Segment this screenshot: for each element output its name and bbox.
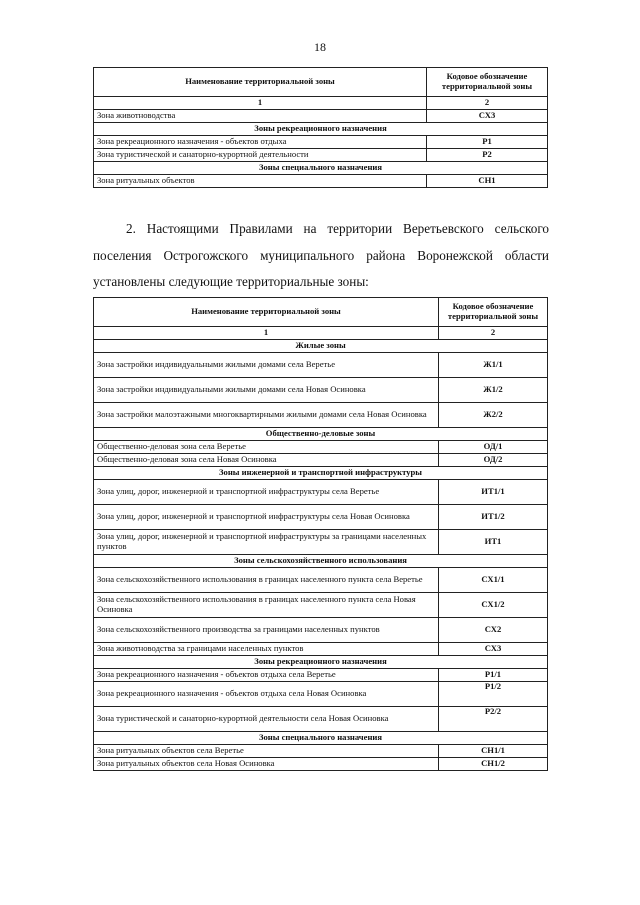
column-number-row	[94, 97, 548, 110]
table-row	[94, 643, 548, 656]
zone-code: Ж1/2	[439, 378, 548, 403]
zone-code: Р1	[427, 136, 548, 149]
table-row	[94, 136, 548, 149]
zone-code: ИТ1/2	[439, 505, 548, 530]
section-row	[94, 555, 548, 568]
zone-name: Зона животноводства	[94, 110, 427, 123]
table-row	[94, 669, 548, 682]
zone-name: Зона ритуальных объектов села Веретье	[94, 745, 439, 758]
section-row	[94, 340, 548, 353]
zone-name: Зона туристической и санаторно-курортной деятельности	[94, 149, 427, 162]
table-row	[94, 110, 548, 123]
section-title: Зоны сельскохозяйственного использования	[94, 555, 548, 568]
section-row	[94, 162, 548, 175]
column-number: 2	[427, 97, 548, 110]
table-header-row	[94, 68, 548, 97]
table-row	[94, 745, 548, 758]
zone-name: Зона улиц, дорог, инженерной и транспортной инфраструктуры села Веретье	[94, 480, 439, 505]
zone-code: СХ3	[427, 110, 548, 123]
section-row	[94, 123, 548, 136]
zone-code: ОД/1	[439, 441, 548, 454]
section-title: Зоны рекреационного назначения	[94, 123, 548, 136]
table-row	[94, 378, 548, 403]
zone-name: Общественно-деловая зона села Веретье	[94, 441, 439, 454]
zone-code: ИТ1/1	[439, 480, 548, 505]
table-row	[94, 618, 548, 643]
zone-name: Зона рекреационного назначения - объектов отдыха села Новая Осиновка	[94, 682, 439, 707]
zones-table-full	[93, 297, 548, 771]
table-row	[94, 707, 548, 732]
table-row	[94, 593, 548, 618]
zone-name: Общественно-деловая зона села Новая Осиновка	[94, 454, 439, 467]
zone-code: СН1/2	[439, 758, 548, 771]
table-row	[94, 505, 548, 530]
zone-code: ИТ1	[439, 530, 548, 555]
table-row	[94, 454, 548, 467]
table-row	[94, 568, 548, 593]
zone-code: Ж2/2	[439, 403, 548, 428]
zone-name: Зона застройки индивидуальными жилыми домами села Новая Осиновка	[94, 378, 439, 403]
zone-name: Зона рекреационного назначения - объектов отдыха	[94, 136, 427, 149]
table-row	[94, 149, 548, 162]
header-zone-name: Наименование территориальной зоны	[94, 68, 427, 97]
table-header-row	[94, 298, 548, 327]
section-title: Зоны рекреационного назначения	[94, 656, 548, 669]
zone-name: Зона улиц, дорог, инженерной и транспортной инфраструктуры села Новая Осиновка	[94, 505, 439, 530]
zone-code: Р2	[427, 149, 548, 162]
table-row	[94, 530, 548, 555]
section-row	[94, 428, 548, 441]
zones-intro-paragraph	[93, 216, 549, 296]
section-title: Общественно-деловые зоны	[94, 428, 548, 441]
table-row	[94, 682, 548, 707]
section-row	[94, 467, 548, 480]
zone-name: Зона сельскохозяйственного использования в границах населенного пункта села Новая Осиновка	[94, 593, 439, 618]
section-row	[94, 732, 548, 745]
zone-name: Зона ритуальных объектов села Новая Осиновка	[94, 758, 439, 771]
table-row	[94, 175, 548, 188]
header-zone-code: Кодовое обозначение территориальной зоны	[427, 68, 548, 97]
section-title: Зоны специального назначения	[94, 162, 548, 175]
zone-code: ОД/2	[439, 454, 548, 467]
table-row	[94, 441, 548, 454]
section-row	[94, 656, 548, 669]
zone-code: СН1/1	[439, 745, 548, 758]
zone-name: Зона животноводства за границами населенных пунктов	[94, 643, 439, 656]
table-row	[94, 758, 548, 771]
header-zone-code: Кодовое обозначение территориальной зоны	[439, 298, 548, 327]
zone-name: Зона сельскохозяйственного использования в границах населенного пункта села Веретье	[94, 568, 439, 593]
zone-name: Зона улиц, дорог, инженерной и транспортной инфраструктуры за границами населенных пунктов	[94, 530, 439, 555]
zone-code: СН1	[427, 175, 548, 188]
zone-code: Ж1/1	[439, 353, 548, 378]
zone-name: Зона рекреационного назначения - объектов отдыха села Веретье	[94, 669, 439, 682]
zone-code: СХ1/2	[439, 593, 548, 618]
zone-code: СХ3	[439, 643, 548, 656]
table-row	[94, 480, 548, 505]
section-title: Зоны специального назначения	[94, 732, 548, 745]
header-zone-name: Наименование территориальной зоны	[94, 298, 439, 327]
column-number: 2	[439, 327, 548, 340]
zone-code: Р1/2	[439, 682, 548, 707]
column-number: 1	[94, 97, 427, 110]
zone-code: Р2/2	[439, 707, 548, 732]
column-number-row	[94, 327, 548, 340]
zones-table-short	[93, 67, 548, 188]
page-number: 18	[314, 40, 326, 54]
table-row	[94, 353, 548, 378]
column-number: 1	[94, 327, 439, 340]
zone-name: Зона сельскохозяйственного производства за границами населенных пунктов	[94, 618, 439, 643]
section-title: Зоны инженерной и транспортной инфраструктуры	[94, 467, 548, 480]
zone-name: Зона застройки малоэтажными многоквартирными жилыми домами села Новая Осиновка	[94, 403, 439, 428]
section-title: Жилые зоны	[94, 340, 548, 353]
zone-code: СХ1/1	[439, 568, 548, 593]
zone-name: Зона ритуальных объектов	[94, 175, 427, 188]
zone-code: Р1/1	[439, 669, 548, 682]
zone-name: Зона туристической и санаторно-курортной деятельности села Новая Осиновка	[94, 707, 439, 732]
zone-code: СХ2	[439, 618, 548, 643]
table-row	[94, 403, 548, 428]
zone-name: Зона застройки индивидуальными жилыми домами села Веретье	[94, 353, 439, 378]
paragraph-text: 2. Настоящими Правилами на территории Веретьевского сельского поселения Острогожского муниципального района Воронежской области установлены следующие территориальные зоны:	[93, 221, 549, 289]
